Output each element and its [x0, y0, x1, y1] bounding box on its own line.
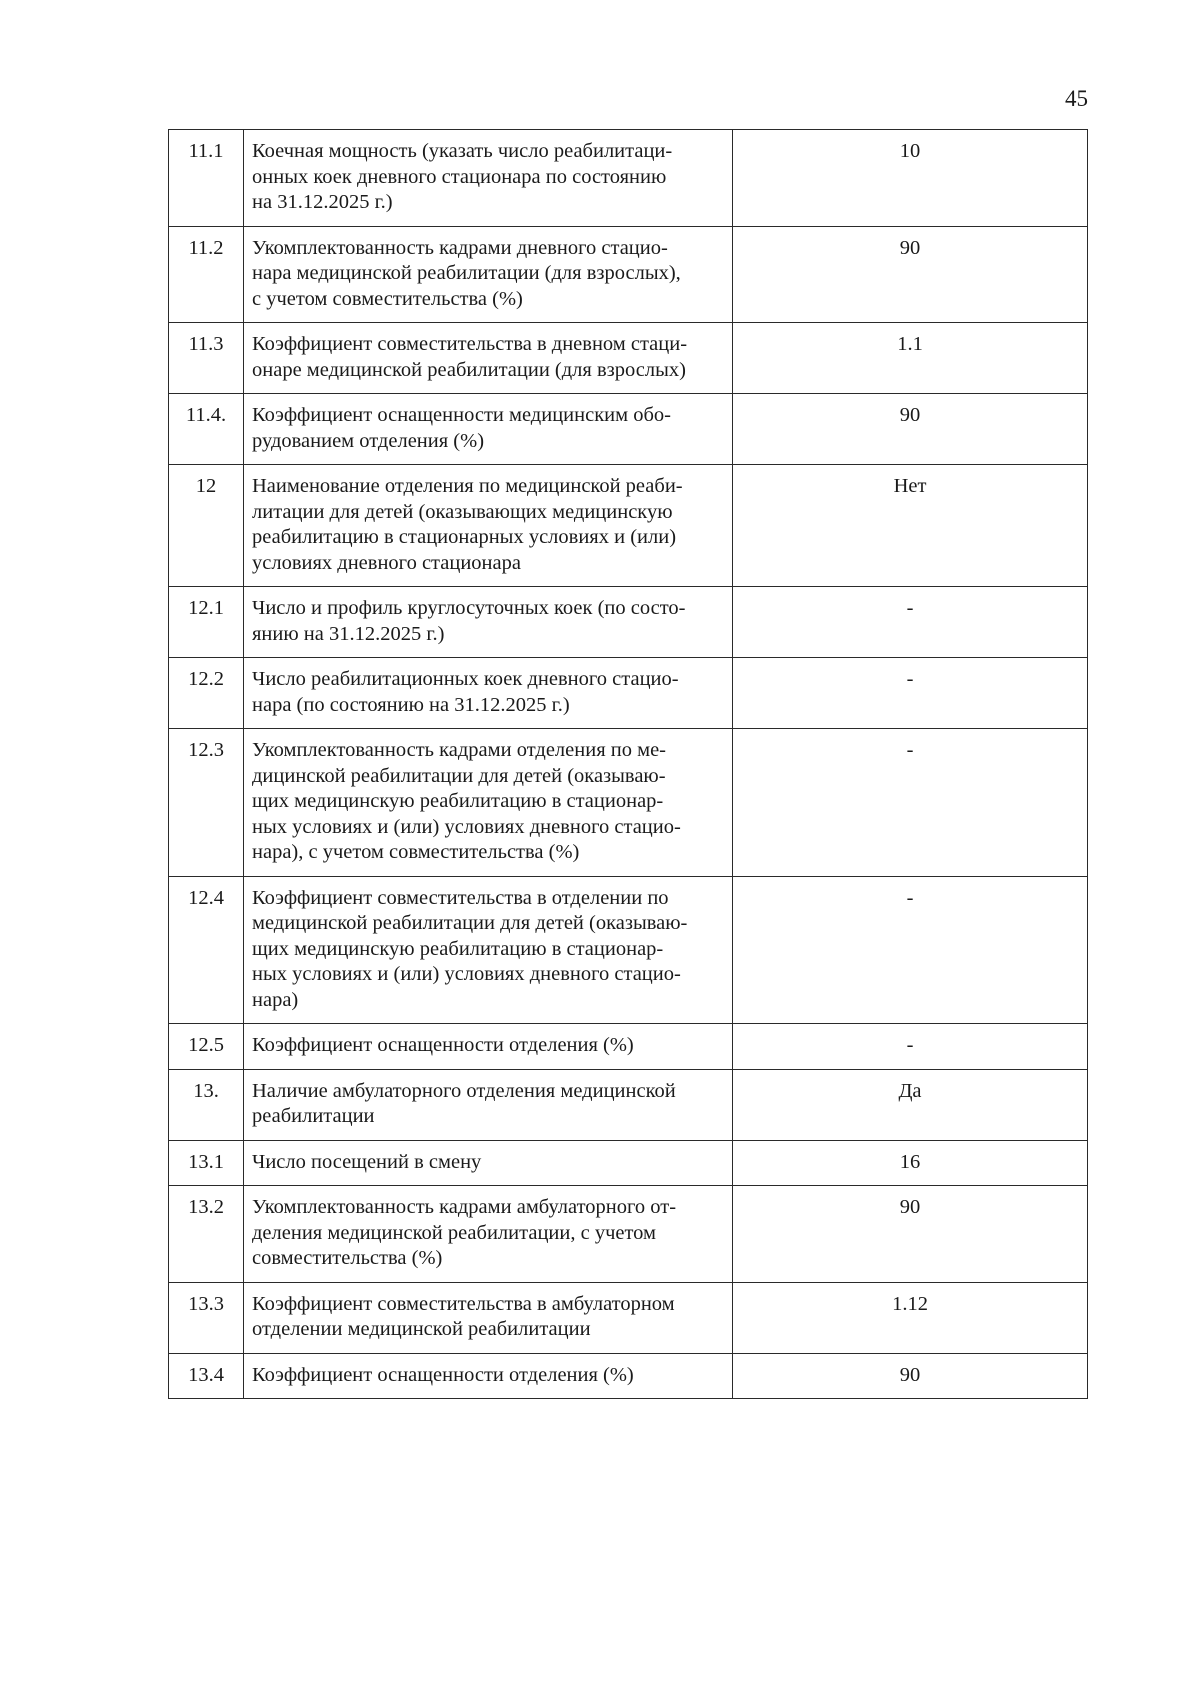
row-value: - — [733, 876, 1088, 1024]
row-description: Число посещений в смену — [244, 1140, 733, 1186]
table-row — [169, 658, 1088, 729]
row-description: Коэффициент оснащенности медицинским обо- рудованием отделения (%) — [244, 394, 733, 465]
row-number: 12 — [169, 465, 244, 587]
row-number: 13.1 — [169, 1140, 244, 1186]
table-row — [169, 323, 1088, 394]
table-row — [169, 729, 1088, 877]
row-value: Нет — [733, 465, 1088, 587]
row-number: 11.2 — [169, 226, 244, 323]
row-number: 13. — [169, 1069, 244, 1140]
row-value: Да — [733, 1069, 1088, 1140]
row-number: 11.3 — [169, 323, 244, 394]
table-row — [169, 1282, 1088, 1353]
row-number: 12.5 — [169, 1024, 244, 1070]
table-body — [169, 130, 1088, 1399]
row-value: 90 — [733, 1353, 1088, 1399]
row-value: 16 — [733, 1140, 1088, 1186]
row-description: Коэффициент оснащенности отделения (%) — [244, 1353, 733, 1399]
row-description: Коэффициент совместительства в амбулаторном отделении медицинской реабилитации — [244, 1282, 733, 1353]
row-number: 11.4. — [169, 394, 244, 465]
row-value: 1.1 — [733, 323, 1088, 394]
table-row — [169, 1024, 1088, 1070]
table-row — [169, 1140, 1088, 1186]
table-row — [169, 1069, 1088, 1140]
row-value: 90 — [733, 394, 1088, 465]
table-row — [169, 1353, 1088, 1399]
row-description: Число реабилитационных коек дневного стацио- нара (по состоянию на 31.12.2025 г.) — [244, 658, 733, 729]
row-description: Укомплектованность кадрами дневного стацио- нара медицинской реабилитации (для взрослых), с учетом совместительства (%) — [244, 226, 733, 323]
row-number: 12.2 — [169, 658, 244, 729]
row-value: - — [733, 658, 1088, 729]
page-number: 45 — [1065, 86, 1088, 111]
table-row — [169, 587, 1088, 658]
row-description: Коэффициент совместительства в отделении по медицинской реабилитации для детей (оказываю- щих медицинскую реабилитацию в стационар- ных условиях и (или) условиях дневного стацио- нара) — [244, 876, 733, 1024]
table-row — [169, 465, 1088, 587]
row-description: Укомплектованность кадрами амбулаторного от- деления медицинской реабилитации, с учетом совместительства (%) — [244, 1186, 733, 1283]
table-row — [169, 876, 1088, 1024]
row-value: 1.12 — [733, 1282, 1088, 1353]
row-description: Наименование отделения по медицинской реаби- литации для детей (оказывающих медицинскую реабилитацию в стационарных условиях и (или) условиях дневного стационара — [244, 465, 733, 587]
row-number: 12.3 — [169, 729, 244, 877]
row-number: 11.1 — [169, 130, 244, 227]
row-value: - — [733, 1024, 1088, 1070]
row-value: - — [733, 729, 1088, 877]
row-number: 13.2 — [169, 1186, 244, 1283]
row-value: 90 — [733, 226, 1088, 323]
row-description: Укомплектованность кадрами отделения по ме- дицинской реабилитации для детей (оказываю- щих медицинскую реабилитацию в стационар- ных условиях и (или) условиях дневного стацио- нара), с учетом совместительства (%) — [244, 729, 733, 877]
row-description: Число и профиль круглосуточных коек (по состо- янию на 31.12.2025 г.) — [244, 587, 733, 658]
row-value: 90 — [733, 1186, 1088, 1283]
table-row — [169, 1186, 1088, 1283]
row-description: Коэффициент совместительства в дневном стаци- онаре медицинской реабилитации (для взрослых) — [244, 323, 733, 394]
table-row — [169, 130, 1088, 227]
table-row — [169, 394, 1088, 465]
row-description: Коечная мощность (указать число реабилитаци- онных коек дневного стационара по состоянию на 31.12.2025 г.) — [244, 130, 733, 227]
row-value: - — [733, 587, 1088, 658]
row-number: 12.1 — [169, 587, 244, 658]
row-description: Наличие амбулаторного отделения медицинской реабилитации — [244, 1069, 733, 1140]
table-row — [169, 226, 1088, 323]
indicators-table — [168, 129, 1088, 1399]
row-number: 13.3 — [169, 1282, 244, 1353]
row-value: 10 — [733, 130, 1088, 227]
row-number: 13.4 — [169, 1353, 244, 1399]
row-description: Коэффициент оснащенности отделения (%) — [244, 1024, 733, 1070]
row-number: 12.4 — [169, 876, 244, 1024]
